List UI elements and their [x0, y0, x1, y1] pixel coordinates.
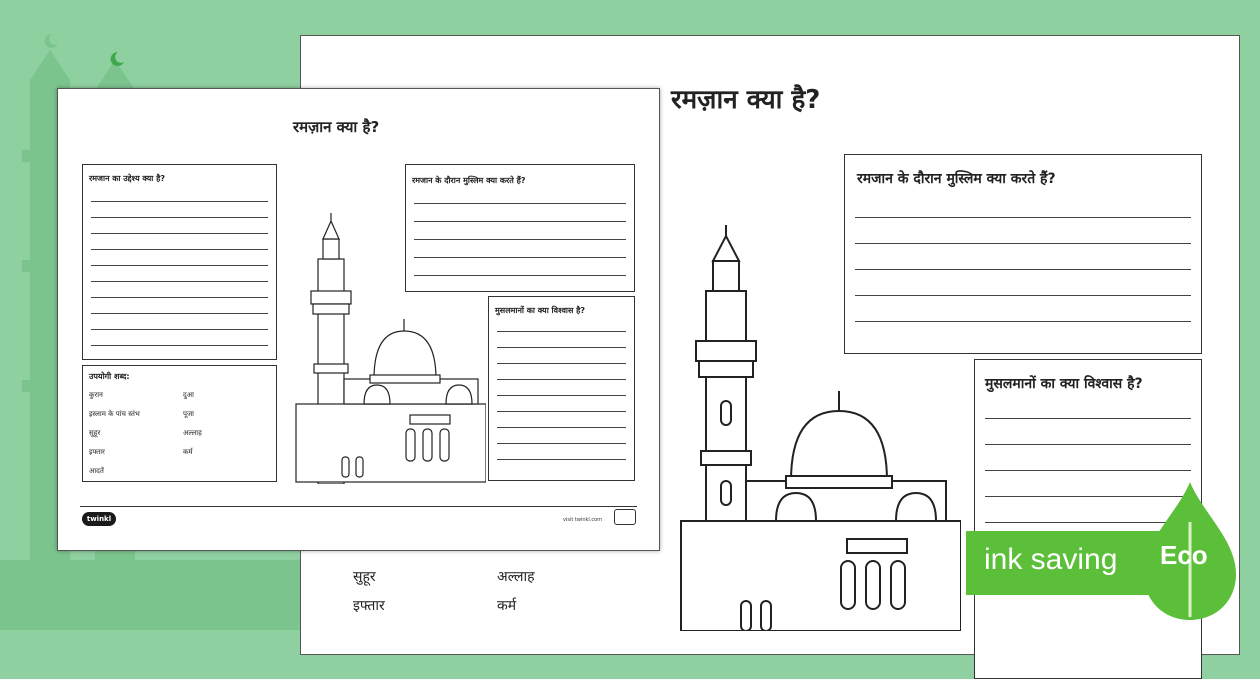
website-text: visit twinkl.com: [563, 517, 603, 523]
word-puja: पूजा: [183, 410, 194, 418]
useful-words-heading: उपयोगी शब्द:: [89, 372, 130, 381]
back-word-allah: अल्लाह: [497, 569, 535, 585]
word-suhoor: सुहूर: [89, 429, 101, 437]
back-word-karma: कर्म: [497, 598, 517, 614]
word-quran: कुरान: [89, 391, 103, 399]
mosque-illustration: [286, 209, 486, 484]
back-word-iftar: इफ्तार: [353, 598, 385, 614]
back-question-beliefs: मुसलमानों का क्या विश्वास है?: [985, 376, 1143, 392]
word-dua: दुआ: [183, 391, 194, 399]
eco-label: Eco: [1160, 540, 1208, 570]
question-beliefs: मुसलमानों का क्या विश्वास है?: [495, 306, 586, 315]
question-during: रमजान के दौरान मुस्लिम क्या करते हैं?: [412, 176, 526, 185]
box-beliefs: [488, 296, 635, 481]
twinkl-logo: twinkl: [82, 512, 116, 526]
word-karma: कर्म: [183, 448, 193, 456]
back-title: रमज़ान क्या है?: [671, 85, 821, 115]
box-useful-words: [82, 365, 277, 482]
quality-badge-icon: [614, 509, 636, 525]
ink-saving-label: ink saving: [984, 543, 1118, 576]
back-word-suhoor: सुहूर: [353, 569, 376, 585]
word-iftar: इफ्तार: [89, 448, 105, 456]
word-five-pillars: इस्लाम के पांच स्तंभ: [89, 410, 140, 418]
word-habits: आदतें: [89, 467, 104, 475]
back-question-during: रमजान के दौरान मुस्लिम क्या करते हैं?: [857, 171, 1056, 187]
question-purpose: रमजान का उद्देश्य क्या है?: [89, 174, 166, 183]
word-allah: अल्लाह: [183, 429, 202, 437]
worksheet-front: [57, 88, 660, 551]
box-purpose: [82, 164, 277, 360]
worksheet-title: रमज़ान क्या है?: [293, 118, 380, 136]
back-mosque-illustration: [661, 221, 961, 631]
